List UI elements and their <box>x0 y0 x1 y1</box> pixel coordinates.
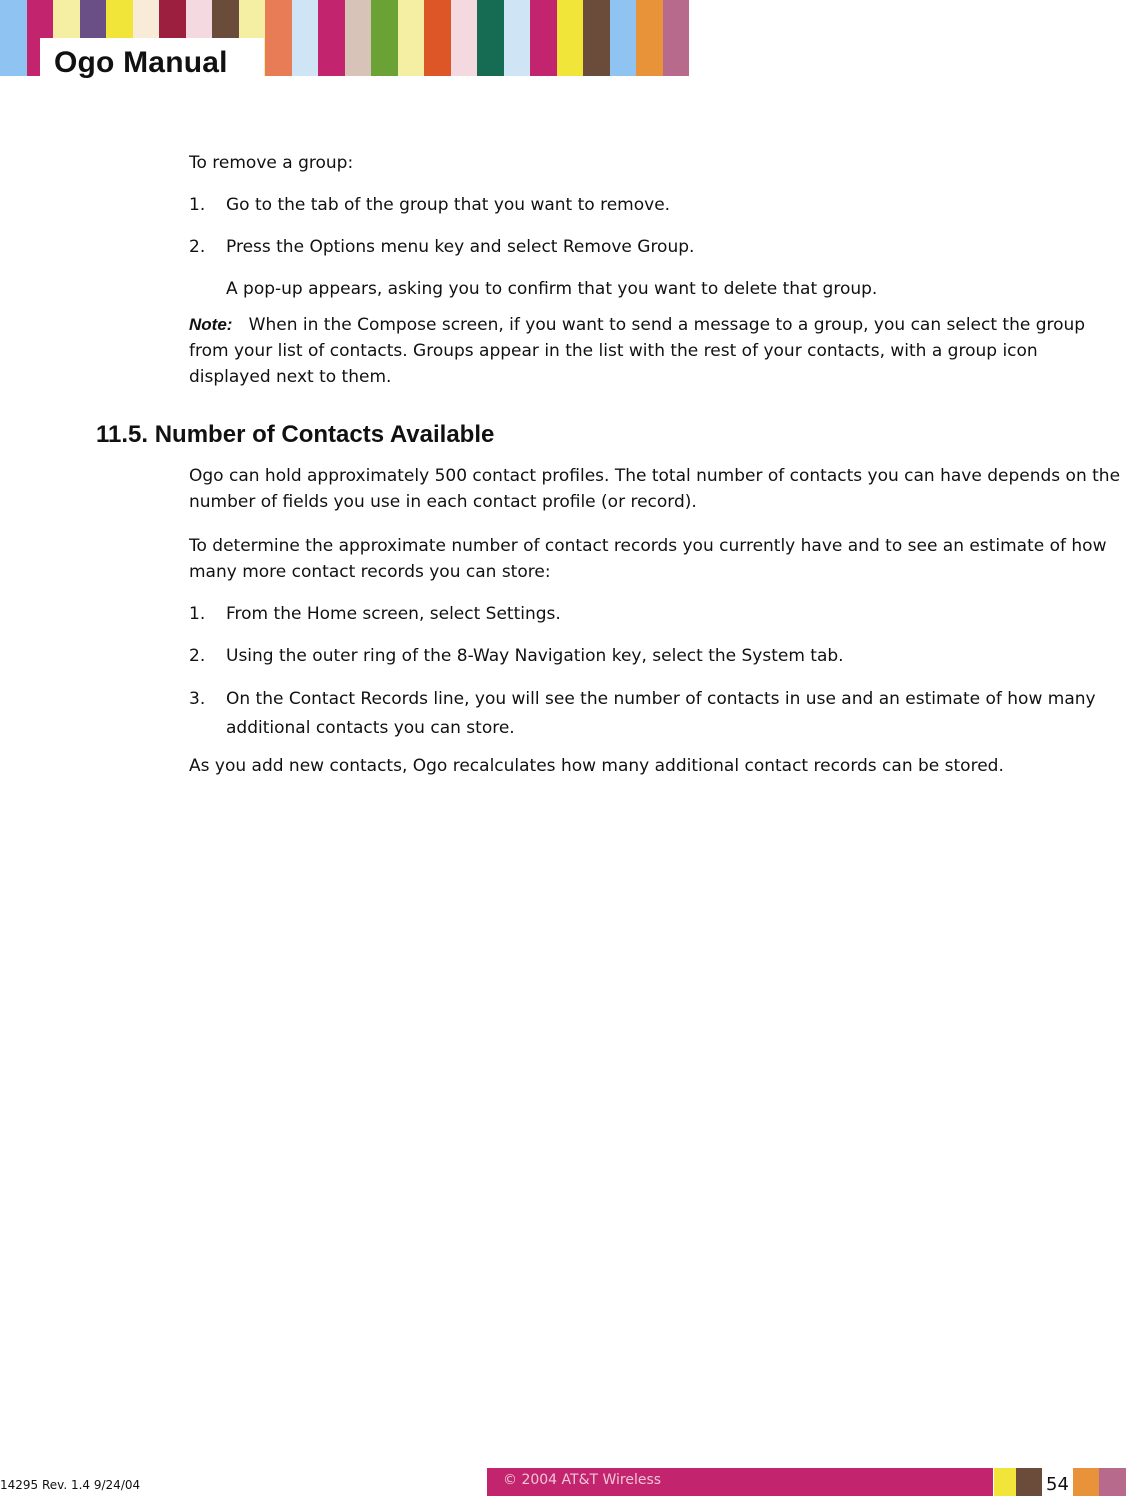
header-stripe <box>345 0 372 76</box>
header-stripe <box>636 0 663 76</box>
step-list-item <box>189 234 1124 260</box>
body-content <box>189 150 1124 390</box>
step-number: 1. <box>189 195 206 215</box>
header-stripe <box>398 0 425 76</box>
footer-square-brown <box>1016 1468 1042 1496</box>
step-text: Go to the tab of the group that you want to remove. <box>226 195 671 215</box>
header-stripe <box>663 0 690 76</box>
step-number: 2. <box>189 237 206 257</box>
footer-square-yellow <box>994 1468 1016 1496</box>
header-stripe <box>292 0 319 76</box>
step-number: 3. <box>189 689 206 709</box>
section-content <box>189 463 1124 779</box>
step-list-item <box>189 192 1124 218</box>
header-stripe <box>583 0 610 76</box>
header-stripe <box>557 0 584 76</box>
step-list-item <box>189 643 1124 669</box>
step-number: 1. <box>189 604 206 624</box>
note-label: Note: <box>189 315 233 334</box>
header-stripe <box>0 0 27 76</box>
header-stripe <box>265 0 292 76</box>
step-list-item <box>189 601 1124 627</box>
footer-square-mauve <box>1099 1468 1126 1496</box>
note-text: When in the Compose screen, if you want to send a message to a group, you can select the group from your list of contacts. Groups appear in the list with the rest of your contacts, with a group icon displayed next to them. <box>189 315 1086 387</box>
page-number: 54 <box>1046 1474 1069 1495</box>
header-stripe <box>371 0 398 76</box>
step-number: 2. <box>189 646 206 666</box>
paragraph-recalculate: As you add new contacts, Ogo recalculates how many additional contact records can be stored. <box>189 756 1004 776</box>
section-heading: 11.5. Number of Contacts Available <box>96 421 495 448</box>
copyright-bar <box>487 1468 993 1496</box>
header-stripe <box>424 0 451 76</box>
header-stripe <box>504 0 531 76</box>
step-list-item <box>189 685 1124 743</box>
header-stripe <box>318 0 345 76</box>
step-text: Press the Options menu key and select Remove Group. <box>226 237 695 257</box>
intro-text: To remove a group: <box>189 153 354 173</box>
header-stripe <box>451 0 478 76</box>
note-paragraph <box>189 312 1124 390</box>
step-text: Using the outer ring of the 8-Way Navigation key, select the System tab. <box>226 646 844 666</box>
header-stripe <box>530 0 557 76</box>
footer-square-orange <box>1073 1468 1099 1496</box>
paragraph-determine: To determine the approximate number of contact records you currently have and to see an estimate of how many more contact records you can store: <box>189 536 1107 582</box>
paragraph-capacity: Ogo can hold approximately 500 contact profiles. The total number of contacts you can have depends on the number of fields you use in each contact profile (or record). <box>189 466 1121 512</box>
header-stripe <box>477 0 504 76</box>
step-text: On the Contact Records line, you will see the number of contacts in use and an estimate of how many additional contacts you can store. <box>226 689 1096 738</box>
popup-description: A pop-up appears, asking you to confirm that you want to delete that group. <box>226 279 878 299</box>
document-title: Ogo Manual <box>54 46 228 79</box>
step-text: From the Home screen, select Settings. <box>226 604 561 624</box>
header-stripe <box>610 0 637 76</box>
document-revision: 14295 Rev. 1.4 9/24/04 <box>0 1478 141 1492</box>
copyright-text: © 2004 AT&T Wireless <box>503 1472 662 1488</box>
